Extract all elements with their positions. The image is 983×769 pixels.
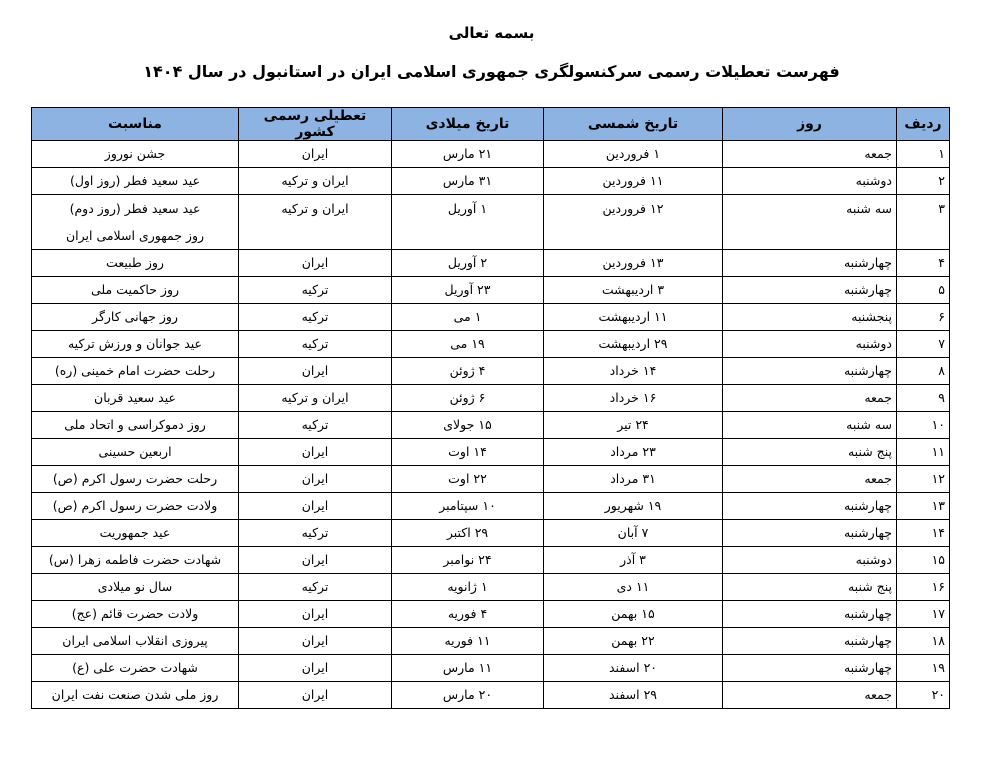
occasion-cell-text: رحلت حضرت رسول اکرم (ص) bbox=[52, 471, 218, 486]
row-number-cell bbox=[897, 601, 950, 628]
row-number-cell-text: ۱۲ bbox=[931, 471, 945, 486]
country-holiday-cell bbox=[239, 304, 392, 331]
shamsi-date-cell bbox=[544, 250, 723, 277]
country-holiday-cell-text: ترکیه bbox=[301, 579, 329, 594]
column-header-shamsi-date: تاریخ شمسی bbox=[544, 108, 723, 141]
column-header-gregorian-date: تاریخ میلادی bbox=[392, 108, 544, 141]
row-number-cell-text: ۸ bbox=[938, 363, 945, 378]
row-number-cell-text: ۱۶ bbox=[931, 579, 945, 594]
day-cell bbox=[723, 628, 897, 655]
row-number-cell-text: ۱ bbox=[938, 146, 945, 161]
shamsi-date-cell bbox=[544, 358, 723, 385]
gregorian-date-cell-text: ۱۴ اوت bbox=[448, 444, 487, 459]
table-row bbox=[32, 682, 950, 709]
gregorian-date-cell bbox=[392, 168, 544, 195]
country-holiday-cell bbox=[239, 385, 392, 412]
day-cell-text: چهارشنبه bbox=[843, 606, 892, 621]
country-holiday-cell bbox=[239, 168, 392, 195]
document-title: فهرست تعطیلات رسمی سرکنسولگری جمهوری اسلامی ایران در استانبول در سال ۱۴۰۴ bbox=[143, 62, 840, 81]
row-number-cell bbox=[897, 574, 950, 601]
day-cell bbox=[723, 574, 897, 601]
gregorian-date-cell-text: ۳۱ مارس bbox=[442, 173, 493, 188]
day-cell-text: دوشنبه bbox=[855, 552, 892, 567]
occasion-cell bbox=[32, 250, 239, 277]
day-cell-text: چهارشنبه bbox=[843, 282, 892, 297]
day-cell bbox=[723, 277, 897, 304]
row-number-cell bbox=[897, 493, 950, 520]
row-number-cell bbox=[897, 682, 950, 709]
row-number-cell bbox=[897, 385, 950, 412]
shamsi-date-cell bbox=[544, 439, 723, 466]
shamsi-date-cell bbox=[544, 195, 723, 250]
occasion-cell-text: روز جهانی کارگر bbox=[92, 309, 178, 324]
gregorian-date-cell-text: ۴ ژوئن bbox=[449, 363, 486, 378]
occasion-cell-text: شهادت حضرت فاطمه زهرا (س) bbox=[48, 552, 222, 567]
gregorian-date-cell bbox=[392, 466, 544, 493]
occasion-cell-text: روز حاکمیت ملی bbox=[90, 282, 180, 297]
day-cell-text: پنج شنبه bbox=[847, 444, 892, 459]
day-cell-text: چهارشنبه bbox=[843, 498, 892, 513]
day-cell-text: جمعه bbox=[864, 471, 892, 486]
row-number-cell-text: ۷ bbox=[938, 336, 945, 351]
day-cell bbox=[723, 304, 897, 331]
country-holiday-cell-text: ایران bbox=[301, 444, 329, 459]
gregorian-date-cell-text: ۲۰ مارس bbox=[442, 687, 493, 702]
occasion-cell-text-secondary: روز جمهوری اسلامی ایران bbox=[65, 228, 205, 243]
day-cell bbox=[723, 439, 897, 466]
occasion-cell bbox=[32, 331, 239, 358]
day-cell-text: چهارشنبه bbox=[843, 660, 892, 675]
shamsi-date-cell-text: ۱ فروردین bbox=[605, 146, 661, 161]
occasion-cell bbox=[32, 628, 239, 655]
shamsi-date-cell bbox=[544, 601, 723, 628]
day-cell-text: چهارشنبه bbox=[843, 633, 892, 648]
row-number-cell-text: ۱۱ bbox=[931, 444, 945, 459]
occasion-cell-text: عید سعید فطر (روز اول) bbox=[69, 173, 201, 188]
gregorian-date-cell-text: ۴ فوریه bbox=[447, 606, 488, 621]
shamsi-date-cell-text: ۱۵ بهمن bbox=[611, 606, 655, 621]
gregorian-date-cell-text: ۶ ژوئن bbox=[449, 390, 486, 405]
shamsi-date-cell bbox=[544, 466, 723, 493]
gregorian-date-cell bbox=[392, 358, 544, 385]
country-holiday-cell-text: ترکیه bbox=[301, 525, 329, 540]
table-row bbox=[32, 574, 950, 601]
gregorian-date-cell-text: ۱ ژانویه bbox=[447, 579, 488, 594]
document-heading: بسمه تعالی bbox=[448, 24, 535, 42]
table-row bbox=[32, 493, 950, 520]
shamsi-date-cell bbox=[544, 277, 723, 304]
day-cell bbox=[723, 466, 897, 493]
gregorian-date-cell bbox=[392, 682, 544, 709]
shamsi-date-cell bbox=[544, 682, 723, 709]
country-holiday-cell bbox=[239, 682, 392, 709]
gregorian-date-cell bbox=[392, 439, 544, 466]
occasion-cell bbox=[32, 168, 239, 195]
country-holiday-cell bbox=[239, 574, 392, 601]
day-cell-text: چهارشنبه bbox=[843, 255, 892, 270]
row-number-cell-text: ۶ bbox=[938, 309, 945, 324]
day-cell-text: سه شنبه bbox=[846, 417, 892, 432]
row-number-cell-text: ۴ bbox=[938, 255, 945, 270]
occasion-cell bbox=[32, 439, 239, 466]
shamsi-date-cell bbox=[544, 141, 723, 168]
occasion-cell-text: ولادت حضرت رسول اکرم (ص) bbox=[52, 498, 218, 513]
country-holiday-cell bbox=[239, 277, 392, 304]
day-cell bbox=[723, 195, 897, 250]
day-cell-text: جمعه bbox=[864, 687, 892, 702]
row-number-cell bbox=[897, 277, 950, 304]
gregorian-date-cell bbox=[392, 547, 544, 574]
occasion-cell bbox=[32, 547, 239, 574]
shamsi-date-cell-text: ۱۱ اردیبهشت bbox=[598, 309, 668, 324]
occasion-cell bbox=[32, 358, 239, 385]
occasion-cell bbox=[32, 141, 239, 168]
shamsi-date-cell-text: ۲۹ اسفند bbox=[608, 687, 657, 702]
gregorian-date-cell-text: ۲۱ مارس bbox=[442, 146, 493, 161]
country-holiday-cell-text: ایران bbox=[301, 363, 329, 378]
country-holiday-cell-text: ترکیه bbox=[301, 309, 329, 324]
table-row bbox=[32, 412, 950, 439]
gregorian-date-cell-text: ۲۲ اوت bbox=[448, 471, 487, 486]
shamsi-date-cell-text: ۱۹ شهریور bbox=[604, 498, 662, 513]
gregorian-date-cell bbox=[392, 601, 544, 628]
day-cell-text: جمعه bbox=[864, 390, 892, 405]
table-row bbox=[32, 141, 950, 168]
column-header-occasion: مناسبت bbox=[32, 108, 239, 141]
gregorian-date-cell bbox=[392, 331, 544, 358]
gregorian-date-cell-text: ۱۹ می bbox=[450, 336, 485, 351]
occasion-cell bbox=[32, 277, 239, 304]
occasion-cell bbox=[32, 493, 239, 520]
shamsi-date-cell bbox=[544, 628, 723, 655]
country-holiday-cell-text: ایران bbox=[301, 552, 329, 567]
shamsi-date-cell bbox=[544, 520, 723, 547]
table-row bbox=[32, 628, 950, 655]
country-holiday-cell bbox=[239, 547, 392, 574]
occasion-cell-text: روز دموکراسی و اتحاد ملی bbox=[64, 417, 206, 432]
gregorian-date-cell bbox=[392, 195, 544, 250]
gregorian-date-cell bbox=[392, 655, 544, 682]
day-cell bbox=[723, 655, 897, 682]
country-holiday-cell-text: ایران bbox=[301, 471, 329, 486]
shamsi-date-cell-text: ۱۲ فروردین bbox=[602, 201, 664, 216]
column-header-row-number: ردیف bbox=[897, 108, 950, 141]
table-row bbox=[32, 547, 950, 574]
country-holiday-cell bbox=[239, 358, 392, 385]
occasion-cell-text: عید سعید فطر (روز دوم) bbox=[69, 201, 201, 216]
shamsi-date-cell-text: ۲۹ اردیبهشت bbox=[598, 336, 668, 351]
country-holiday-cell-text: ایران و ترکیه bbox=[281, 173, 349, 188]
shamsi-date-cell-text: ۱۱ فروردین bbox=[602, 173, 664, 188]
gregorian-date-cell-text: ۱ می bbox=[453, 309, 482, 324]
shamsi-date-cell-text: ۳۱ مرداد bbox=[610, 471, 656, 486]
row-number-cell bbox=[897, 358, 950, 385]
day-cell bbox=[723, 682, 897, 709]
row-number-cell bbox=[897, 655, 950, 682]
shamsi-date-cell bbox=[544, 331, 723, 358]
shamsi-date-cell bbox=[544, 655, 723, 682]
row-number-cell-text: ۱۳ bbox=[931, 498, 945, 513]
table-row bbox=[32, 601, 950, 628]
occasion-cell bbox=[32, 304, 239, 331]
country-holiday-cell-text: ایران bbox=[301, 255, 329, 270]
row-number-cell bbox=[897, 412, 950, 439]
shamsi-date-cell-text: ۱۴ خرداد bbox=[609, 363, 657, 378]
row-number-cell-text: ۵ bbox=[938, 282, 945, 297]
row-number-cell bbox=[897, 547, 950, 574]
gregorian-date-cell bbox=[392, 304, 544, 331]
shamsi-date-cell-text: ۱۱ دی bbox=[616, 579, 650, 594]
country-holiday-cell bbox=[239, 412, 392, 439]
gregorian-date-cell bbox=[392, 574, 544, 601]
row-number-cell bbox=[897, 331, 950, 358]
gregorian-date-cell bbox=[392, 520, 544, 547]
table-row bbox=[32, 358, 950, 385]
shamsi-date-cell-text: ۱۶ خرداد bbox=[609, 390, 657, 405]
table-row bbox=[32, 168, 950, 195]
row-number-cell-text: ۱۰ bbox=[931, 417, 945, 432]
day-cell-text: چهارشنبه bbox=[843, 525, 892, 540]
table-row bbox=[32, 277, 950, 304]
country-holiday-cell-text: ترکیه bbox=[301, 417, 329, 432]
row-number-cell-text: ۲ bbox=[938, 173, 945, 188]
gregorian-date-cell-text: ۲۴ نوامبر bbox=[443, 552, 492, 567]
gregorian-date-cell bbox=[392, 250, 544, 277]
row-number-cell bbox=[897, 168, 950, 195]
row-number-cell-text: ۱۷ bbox=[931, 606, 945, 621]
shamsi-date-cell bbox=[544, 385, 723, 412]
occasion-cell-text: عید جوانان و ورزش ترکیه bbox=[67, 336, 202, 351]
day-cell bbox=[723, 385, 897, 412]
occasion-cell bbox=[32, 385, 239, 412]
country-holiday-cell bbox=[239, 493, 392, 520]
day-cell bbox=[723, 250, 897, 277]
gregorian-date-cell-text: ۲۹ اکتبر bbox=[446, 525, 489, 540]
shamsi-date-cell bbox=[544, 304, 723, 331]
day-cell bbox=[723, 412, 897, 439]
country-holiday-cell bbox=[239, 250, 392, 277]
shamsi-date-cell-text: ۱۳ فروردین bbox=[602, 255, 664, 270]
occasion-cell bbox=[32, 466, 239, 493]
day-cell bbox=[723, 141, 897, 168]
shamsi-date-cell-text: ۲۴ تیر bbox=[617, 417, 649, 432]
occasion-cell-text: شهادت حضرت علی (ع) bbox=[72, 660, 198, 675]
occasion-cell-text: سال نو میلادی bbox=[97, 579, 173, 594]
day-cell bbox=[723, 331, 897, 358]
country-holiday-cell-text: ترکیه bbox=[301, 336, 329, 351]
country-holiday-cell-text: ایران bbox=[301, 606, 329, 621]
table-row bbox=[32, 439, 950, 466]
gregorian-date-cell-text: ۲۳ آوریل bbox=[444, 282, 491, 297]
table-row bbox=[32, 331, 950, 358]
row-number-cell-text: ۱۹ bbox=[931, 660, 945, 675]
shamsi-date-cell bbox=[544, 168, 723, 195]
country-holiday-cell bbox=[239, 195, 392, 250]
row-number-cell bbox=[897, 439, 950, 466]
gregorian-date-cell bbox=[392, 141, 544, 168]
row-number-cell-text: ۲۰ bbox=[931, 687, 945, 702]
day-cell-text: دوشنبه bbox=[855, 336, 892, 351]
gregorian-date-cell-text: ۱۱ مارس bbox=[442, 660, 493, 675]
gregorian-date-cell bbox=[392, 277, 544, 304]
day-cell-text: پنجشنبه bbox=[851, 309, 892, 324]
gregorian-date-cell-text: ۲ آوریل bbox=[447, 255, 488, 270]
occasion-cell bbox=[32, 601, 239, 628]
row-number-cell bbox=[897, 195, 950, 250]
country-holiday-cell bbox=[239, 601, 392, 628]
occasion-cell-text: روز ملی شدن صنعت نفت ایران bbox=[51, 687, 219, 702]
gregorian-date-cell-text: ۱۱ فوریه bbox=[444, 633, 491, 648]
gregorian-date-cell bbox=[392, 628, 544, 655]
table-header-row bbox=[32, 108, 950, 141]
row-number-cell bbox=[897, 304, 950, 331]
country-holiday-cell-text: ایران bbox=[301, 633, 329, 648]
shamsi-date-cell-text: ۲۲ بهمن bbox=[611, 633, 655, 648]
table-row bbox=[32, 520, 950, 547]
country-holiday-cell-text: ایران و ترکیه bbox=[281, 201, 349, 216]
country-holiday-cell-text: ایران bbox=[301, 660, 329, 675]
row-number-cell bbox=[897, 466, 950, 493]
table-row bbox=[32, 466, 950, 493]
country-holiday-cell-text: ترکیه bbox=[301, 282, 329, 297]
shamsi-date-cell-text: ۳ آذر bbox=[620, 552, 646, 567]
country-holiday-cell bbox=[239, 439, 392, 466]
day-cell bbox=[723, 520, 897, 547]
table-row bbox=[32, 385, 950, 412]
country-holiday-cell bbox=[239, 466, 392, 493]
shamsi-date-cell bbox=[544, 547, 723, 574]
table-row bbox=[32, 655, 950, 682]
shamsi-date-cell-text: ۲۰ اسفند bbox=[608, 660, 657, 675]
row-number-cell-text: ۳ bbox=[938, 201, 945, 216]
occasion-cell bbox=[32, 574, 239, 601]
occasion-cell bbox=[32, 412, 239, 439]
gregorian-date-cell-text: ۱۵ جولای bbox=[443, 417, 492, 432]
country-holiday-cell bbox=[239, 520, 392, 547]
shamsi-date-cell-text: ۷ آبان bbox=[617, 525, 649, 540]
country-holiday-cell bbox=[239, 628, 392, 655]
day-cell-text: چهارشنبه bbox=[843, 363, 892, 378]
column-header-day: روز bbox=[723, 108, 897, 141]
occasion-cell-text: اربعین حسینی bbox=[98, 444, 172, 459]
row-number-cell-text: ۹ bbox=[938, 390, 945, 405]
occasion-cell-text: جشن نوروز bbox=[104, 146, 166, 161]
day-cell-text: پنج شنبه bbox=[847, 579, 892, 594]
day-cell bbox=[723, 601, 897, 628]
gregorian-date-cell-text: ۱۰ سپتامبر bbox=[439, 498, 496, 513]
country-holiday-cell bbox=[239, 331, 392, 358]
occasion-cell bbox=[32, 682, 239, 709]
occasion-cell bbox=[32, 195, 239, 250]
shamsi-date-cell-text: ۲۳ مرداد bbox=[610, 444, 656, 459]
occasion-cell bbox=[32, 655, 239, 682]
row-number-cell bbox=[897, 628, 950, 655]
table-row bbox=[32, 195, 950, 250]
column-header-country-holiday: تعطیلی رسمی کشور bbox=[239, 108, 392, 141]
day-cell-text: جمعه bbox=[864, 146, 892, 161]
shamsi-date-cell-text: ۳ اردیبهشت bbox=[601, 282, 665, 297]
occasion-cell-text: رحلت حضرت امام خمینی (ره) bbox=[54, 363, 216, 378]
country-holiday-cell bbox=[239, 141, 392, 168]
country-holiday-cell bbox=[239, 655, 392, 682]
country-holiday-cell-text: ایران و ترکیه bbox=[281, 390, 349, 405]
occasion-cell bbox=[32, 520, 239, 547]
country-holiday-cell-text: ایران bbox=[301, 687, 329, 702]
gregorian-date-cell-text: ۱ آوریل bbox=[447, 201, 488, 216]
row-number-cell bbox=[897, 141, 950, 168]
day-cell bbox=[723, 493, 897, 520]
shamsi-date-cell bbox=[544, 412, 723, 439]
occasion-cell-text: پیروزی انقلاب اسلامی ایران bbox=[62, 633, 208, 648]
occasion-cell-text: روز طبیعت bbox=[106, 255, 164, 270]
occasion-cell-text: ولادت حضرت قائم (عج) bbox=[71, 606, 199, 621]
occasion-cell-text: عید سعید قربان bbox=[94, 390, 176, 405]
gregorian-date-cell bbox=[392, 412, 544, 439]
shamsi-date-cell bbox=[544, 493, 723, 520]
day-cell bbox=[723, 547, 897, 574]
row-number-cell bbox=[897, 250, 950, 277]
gregorian-date-cell bbox=[392, 385, 544, 412]
day-cell-text: دوشنبه bbox=[855, 173, 892, 188]
row-number-cell bbox=[897, 520, 950, 547]
holidays-table bbox=[31, 107, 950, 709]
day-cell bbox=[723, 358, 897, 385]
day-cell-text: سه شنبه bbox=[846, 201, 892, 216]
table-row bbox=[32, 304, 950, 331]
row-number-cell-text: ۱۵ bbox=[931, 552, 945, 567]
occasion-cell-text: عید جمهوریت bbox=[99, 525, 171, 540]
country-holiday-cell-text: ایران bbox=[301, 498, 329, 513]
table-row bbox=[32, 250, 950, 277]
gregorian-date-cell bbox=[392, 493, 544, 520]
shamsi-date-cell bbox=[544, 574, 723, 601]
day-cell bbox=[723, 168, 897, 195]
country-holiday-cell-text: ایران bbox=[301, 146, 329, 161]
row-number-cell-text: ۱۴ bbox=[931, 525, 945, 540]
row-number-cell-text: ۱۸ bbox=[931, 633, 945, 648]
